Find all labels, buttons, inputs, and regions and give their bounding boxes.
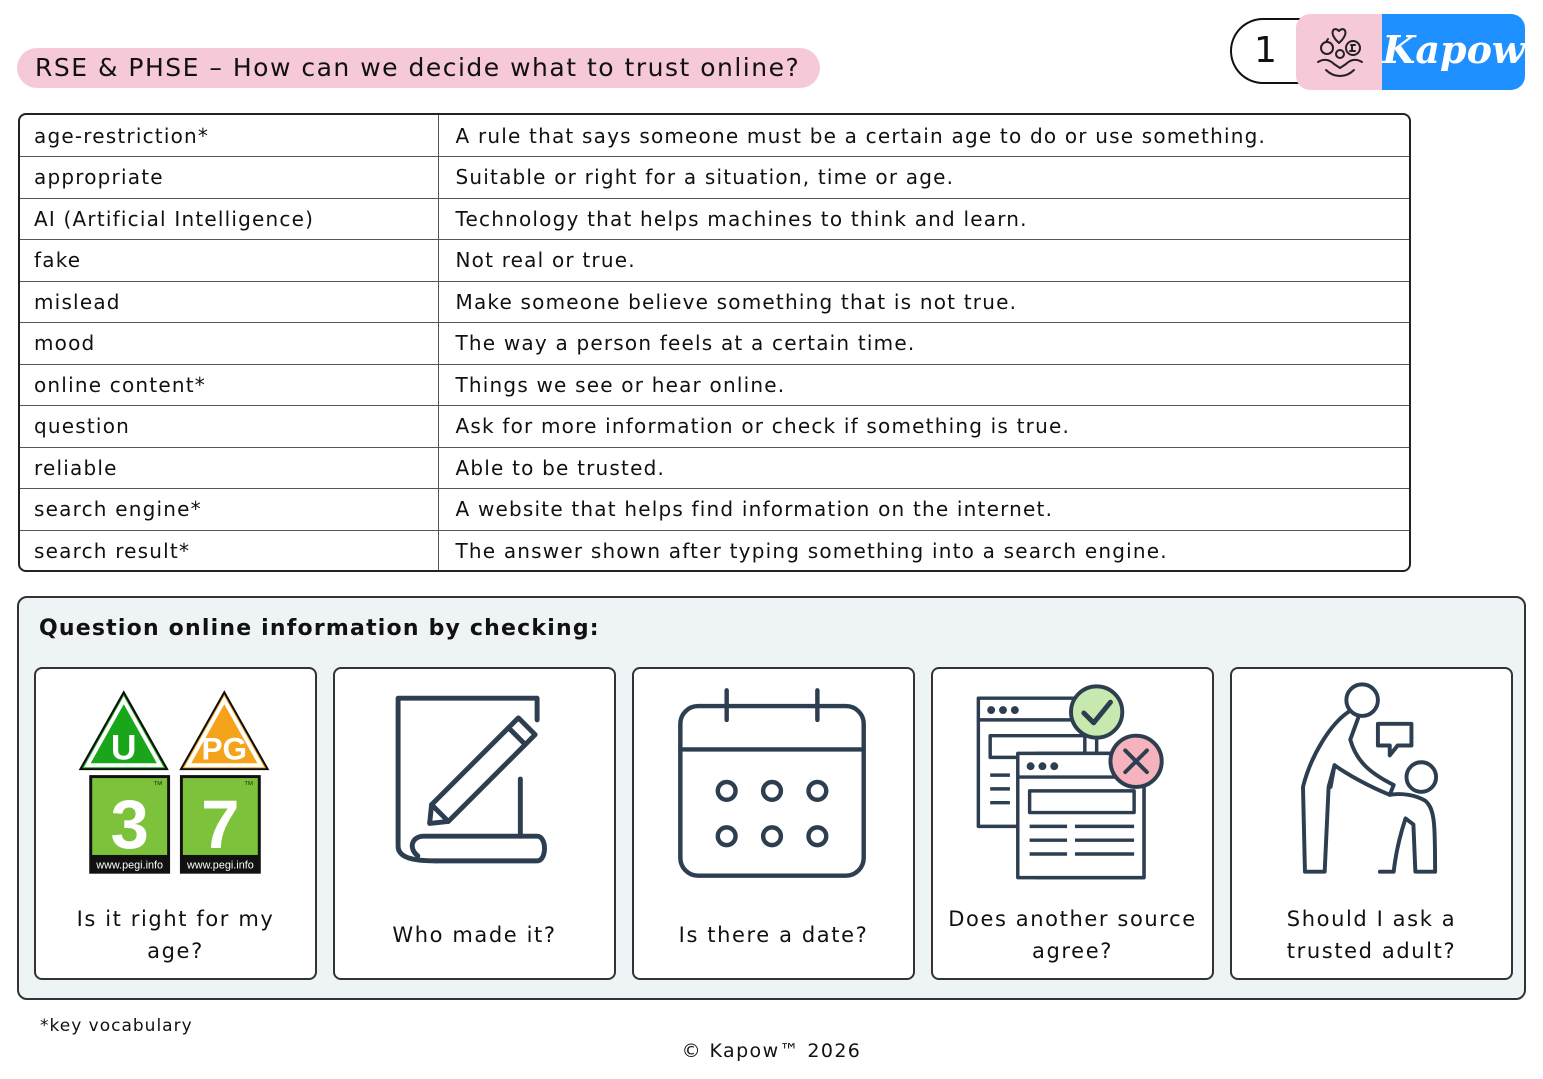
card-age-rating <box>34 667 317 980</box>
vocab-term: appropriate <box>20 157 438 199</box>
u-rating-label: U <box>110 727 137 768</box>
check-mark-icon <box>1071 686 1122 737</box>
wellbeing-icon <box>1296 14 1386 90</box>
vocab-definition: Able to be trusted. <box>438 447 1409 489</box>
vocab-row <box>20 364 1409 406</box>
pg-rating-label: PG <box>201 730 248 767</box>
vocab-definition: Ask for more information or check if something is true. <box>438 406 1409 448</box>
vocab-term: search engine* <box>20 489 438 531</box>
vocab-row <box>20 489 1409 531</box>
kapow-logo <box>1230 14 1525 90</box>
vocab-definition: The way a person feels at a certain time. <box>438 323 1409 365</box>
pegi-3-site: www.pegi.info <box>96 859 164 872</box>
vocab-term: age-restriction* <box>20 115 438 157</box>
vocab-row <box>20 240 1409 282</box>
panel-heading: Question online information by checking: <box>39 616 600 641</box>
vocabulary-table <box>18 113 1411 572</box>
vocab-definition: Technology that helps machines to think and learn. <box>438 198 1409 240</box>
checking-panel <box>17 596 1526 1000</box>
pegi-3-tm: TM <box>153 780 163 787</box>
card-caption: Should I ask a trusted adult? <box>1286 907 1457 963</box>
vocab-row <box>20 406 1409 448</box>
pegi-7-label: 7 <box>201 786 240 864</box>
page-title: RSE & PHSE – How can we decide what to trust online? <box>17 48 820 88</box>
vocab-definition: Not real or true. <box>438 240 1409 282</box>
vocab-term: mood <box>20 323 438 365</box>
vocab-term: question <box>20 406 438 448</box>
vocab-row <box>20 530 1409 572</box>
vocab-definition: Make someone believe something that is not true. <box>438 281 1409 323</box>
key-vocabulary-note: *key vocabulary <box>40 1016 193 1036</box>
vocab-definition: The answer shown after typing something into a search engine. <box>455 539 1168 563</box>
vocab-row <box>20 447 1409 489</box>
compare-sources-icon <box>933 677 1212 887</box>
vocab-row <box>20 198 1409 240</box>
vocab-definition: A website that helps find information on the internet. <box>438 489 1409 531</box>
card-caption: Is it right for my age? <box>76 907 275 963</box>
pegi-7-site: www.pegi.info <box>186 859 254 872</box>
page-number: 1 <box>1230 18 1340 84</box>
pegi-7-tm: TM <box>244 780 253 787</box>
copyright: © Kapow™ 2026 <box>681 1040 862 1062</box>
vocab-term: fake <box>20 240 438 282</box>
vocab-term: reliable <box>20 447 438 489</box>
trusted-adult-icon <box>1232 677 1511 887</box>
card-trusted-adult <box>1230 667 1513 980</box>
card-caption: Does another source agree? <box>948 907 1197 963</box>
vocab-definition: Suitable or right for a situation, time or age. <box>438 157 1409 199</box>
card-caption: Who made it? <box>392 923 557 947</box>
brand-wordmark: Kapow <box>1382 14 1525 90</box>
vocab-term: online content* <box>20 364 438 406</box>
card-caption: Is there a date? <box>678 923 869 947</box>
vocab-term: mislead <box>20 281 438 323</box>
vocab-definition: A rule that says someone must be a certain age to do or use something. <box>438 115 1409 157</box>
vocab-term: search result* <box>20 530 438 572</box>
pegi-3-label: 3 <box>110 786 149 864</box>
vocab-term: AI (Artificial Intelligence) <box>20 198 438 240</box>
vocab-row <box>20 115 1409 157</box>
age-rating-icon <box>36 677 315 887</box>
card-date <box>632 667 915 980</box>
vocab-definition: Things we see or hear online. <box>438 364 1409 406</box>
card-another-source <box>931 667 1214 980</box>
document-pencil-icon <box>335 677 614 887</box>
vocab-row <box>20 323 1409 365</box>
calendar-icon <box>634 677 913 887</box>
logo-emblem <box>1296 14 1386 90</box>
vocab-row <box>20 281 1409 323</box>
vocab-row <box>20 157 1409 199</box>
card-who-made-it <box>333 667 616 980</box>
